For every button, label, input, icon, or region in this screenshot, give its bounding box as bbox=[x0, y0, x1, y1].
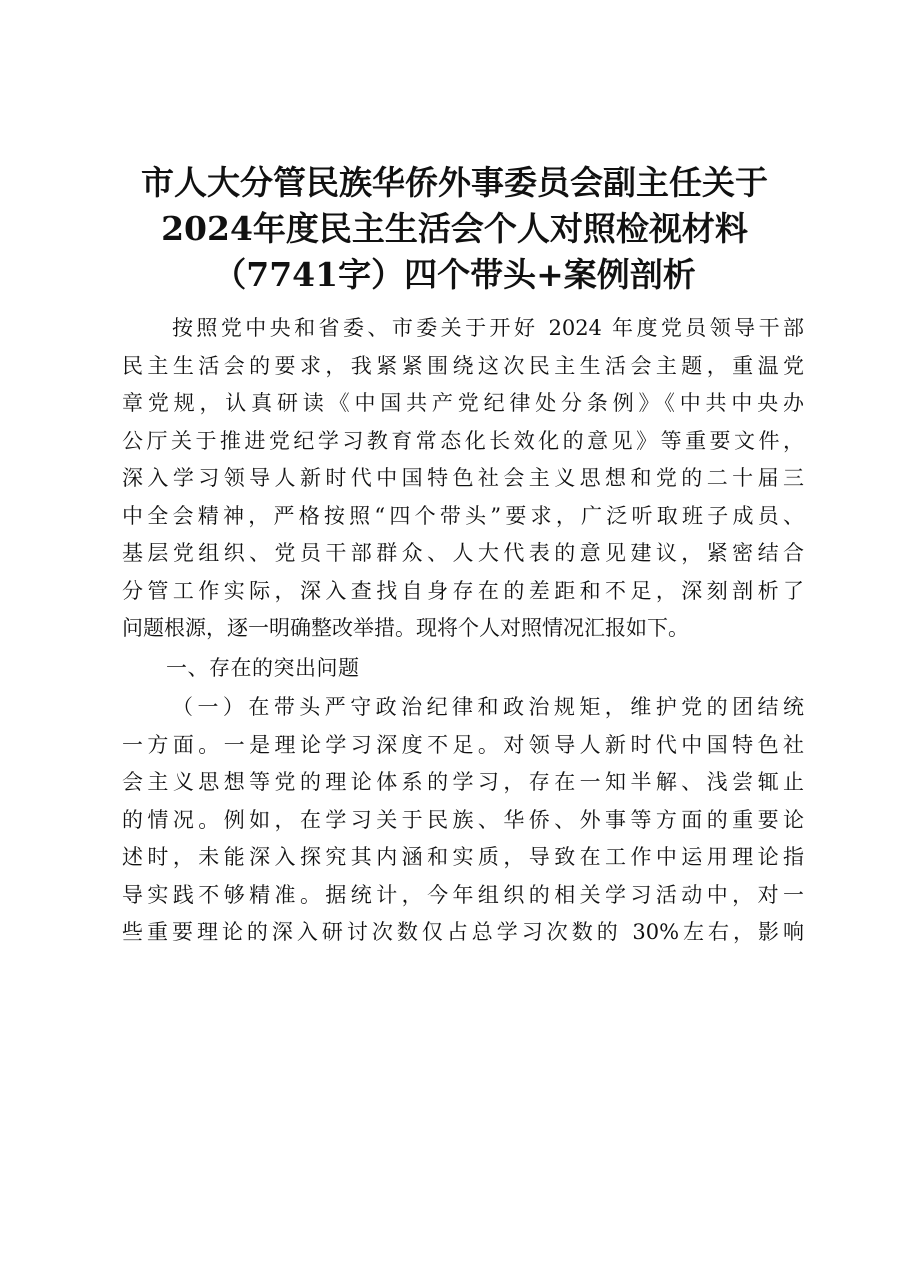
intro-line: 章党规，认真研读《中国共产党纪律处分条例》《中共中央办 bbox=[122, 391, 804, 415]
intro-line: 中全会精神，严格按照“四个带头”要求，广泛听取班子成员、 bbox=[122, 503, 804, 528]
intro-line: 基层党组织、党员干部群众、人大代表的意见建议，紧密结合 bbox=[122, 541, 804, 565]
intro-line: 问题根源，逐一明确整改举措。现将个人对照情况汇报如下。 bbox=[122, 616, 689, 640]
document-title bbox=[100, 160, 809, 298]
intro-line: 民主生活会的要求，我紧紧围绕这次民主生活会主题，重温党 bbox=[122, 353, 804, 378]
intro-line: 分管工作实际，深入查找自身存在的差距和不足，深刻剖析了 bbox=[122, 578, 804, 603]
intro-paragraph bbox=[122, 310, 804, 648]
intro-line: 公厅关于推进党纪学习教育常态化长效化的意见》等重要文件， bbox=[122, 428, 804, 453]
section-line: 的情况。例如，在学习关于民族、华侨、外事等方面的重要论 bbox=[122, 807, 804, 832]
intro-line: 按照党中央和省委、市委关于开好 2024 年度党员领导干部 bbox=[172, 316, 804, 340]
section-line: 会主义思想等党的理论体系的学习，存在一知半解、浅尝辄止 bbox=[122, 770, 804, 794]
section-line: 导实践不够精准。据统计，今年组织的相关学习活动中，对一 bbox=[122, 882, 804, 907]
section-paragraph bbox=[122, 689, 804, 952]
document-body bbox=[122, 310, 804, 952]
section-heading: 一、存在的突出问题 bbox=[166, 655, 360, 680]
title-line-3: （7741字）四个带头+案例剖析 bbox=[213, 255, 696, 294]
intro-line: 深入学习领导人新时代中国特色社会主义思想和党的二十届三 bbox=[122, 466, 804, 490]
section-line: 些重要理论的深入研讨次数仅占总学习次数的 30%左右，影响 bbox=[122, 920, 804, 944]
section-line: 一方面。一是理论学习深度不足。对领导人新时代中国特色社 bbox=[122, 732, 804, 757]
title-line-1: 市人大分管民族华侨外事委员会副主任关于 bbox=[141, 163, 768, 202]
section-line: （一）在带头严守政治纪律和政治规矩，维护党的团结统 bbox=[172, 695, 804, 719]
section-line: 述时，未能深入探究其内涵和实质，导致在工作中运用理论指 bbox=[122, 845, 804, 869]
title-line-2: 2024年度民主生活会个人对照检视材料 bbox=[161, 209, 748, 248]
